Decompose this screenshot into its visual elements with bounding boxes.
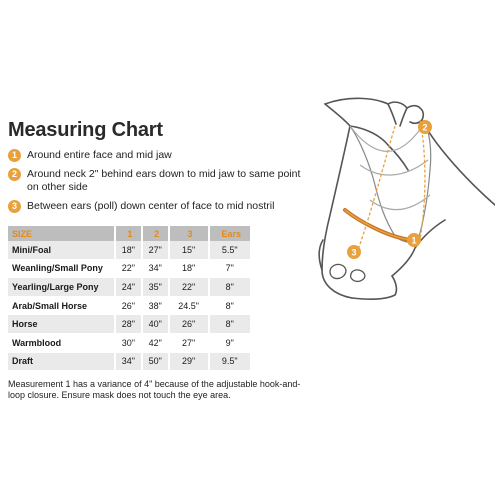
table-row (8, 259, 250, 278)
size-cell: Weanling/Small Pony (8, 259, 115, 278)
measure-2-cell: 34" (142, 259, 169, 278)
measure-2-cell: 42" (142, 333, 169, 352)
marker-2 (418, 120, 432, 134)
table-row (8, 241, 250, 259)
size-cell: Yearling/Large Pony (8, 278, 115, 297)
measure-1-cell: 28" (115, 315, 142, 334)
marker-2-label: 2 (422, 122, 428, 133)
ears-cell: 8" (209, 315, 250, 334)
measure-1-cell: 26" (115, 296, 142, 315)
ears-cell: 9.5" (209, 352, 250, 371)
nose-band (345, 210, 412, 240)
horse-nostril (330, 264, 365, 281)
measure-2-cell: 38" (142, 296, 169, 315)
measure-2-cell: 50" (142, 352, 169, 371)
measure-2-cell: 27" (142, 241, 169, 259)
size-cell: Draft (8, 352, 115, 371)
ears-cell: 7" (209, 259, 250, 278)
header-ears: Ears (209, 226, 250, 241)
ears-cell: 8" (209, 296, 250, 315)
marker-1 (407, 233, 421, 247)
measure-3-cell: 29" (169, 352, 209, 371)
size-cell: Mini/Foal (8, 241, 115, 259)
measure-2-cell: 40" (142, 315, 169, 334)
chart-title: Measuring Chart (8, 119, 163, 141)
instruction-3-text: Between ears (poll) down center of face to mid nostril (27, 200, 275, 212)
measure-1-cell: 18" (115, 241, 142, 259)
size-cell: Warmblood (8, 333, 115, 352)
marker-1-label: 1 (411, 235, 417, 246)
horse-head-diagram (300, 80, 495, 330)
ears-cell: 8" (209, 278, 250, 297)
table-row (8, 315, 250, 334)
measure-1-cell: 30" (115, 333, 142, 352)
size-cell: Horse (8, 315, 115, 334)
measurement-3-badge: 3 (8, 200, 21, 213)
measurement-2-badge: 2 (8, 168, 21, 181)
header-measure-2: 2 (142, 226, 169, 241)
measure-3-cell: 18" (169, 259, 209, 278)
table-row (8, 352, 250, 371)
measure-2-cell: 35" (142, 278, 169, 297)
measure-1-cell: 24" (115, 278, 142, 297)
fly-mask (350, 122, 431, 242)
ears-cell: 5.5" (209, 241, 250, 259)
header-size: SIZE (8, 226, 115, 241)
footnote: Measurement 1 has a variance of 4" because of the adjustable hook-and-loop closure. Ensure mask does not touch the eye area. (8, 379, 301, 400)
ears-cell: 9" (209, 333, 250, 352)
measure-3-cell: 24.5" (169, 296, 209, 315)
measure-3-cell: 15" (169, 241, 209, 259)
measure-1-cell: 34" (115, 352, 142, 371)
table-header-row (8, 226, 250, 241)
table-row (8, 333, 250, 352)
instruction-1-text: Around entire face and mid jaw (27, 149, 172, 161)
marker-3-label: 3 (351, 247, 357, 258)
measure-3-cell: 27" (169, 333, 209, 352)
marker-3 (347, 245, 361, 259)
size-chart-table (8, 226, 250, 371)
measure-1-cell: 22" (115, 259, 142, 278)
table-row (8, 296, 250, 315)
header-measure-1: 1 (115, 226, 142, 241)
instruction-2-text: Around neck 2" behind ears down to mid jaw to same point on other side (27, 168, 301, 193)
measure-3-cell: 26" (169, 315, 209, 334)
size-cell: Arab/Small Horse (8, 296, 115, 315)
measure-3-cell: 22" (169, 278, 209, 297)
measurement-1-badge: 1 (8, 149, 21, 162)
table-row (8, 278, 250, 297)
header-measure-3: 3 (169, 226, 209, 241)
